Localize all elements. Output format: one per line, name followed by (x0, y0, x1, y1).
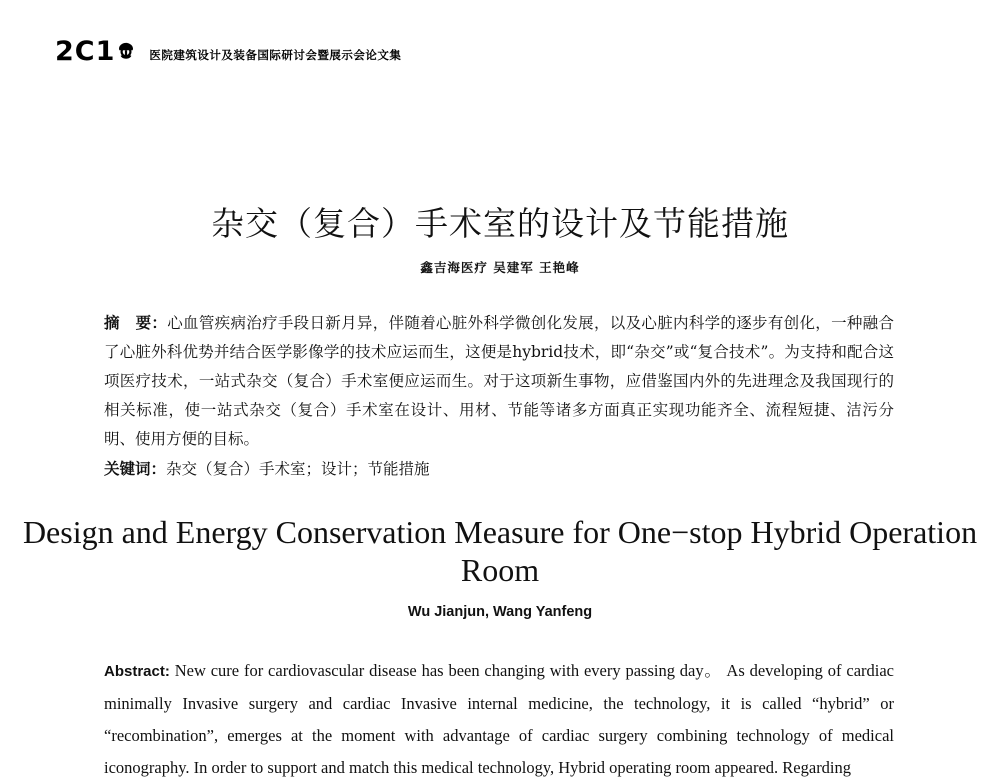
abstract-chinese-label: 摘 要： (104, 314, 168, 332)
paper-title-english: Design and Energy Conservation Measure for One−stop Hybrid Operation Room (22, 514, 978, 588)
conference-year: 2C1 (55, 36, 116, 67)
paper-title-chinese: 杂交（复合）手术室的设计及节能措施 (211, 204, 789, 243)
abstract-english-label: Abstract: (104, 663, 170, 680)
conference-title: 医院建筑设计及装备国际研讨会暨展示会论文集 (149, 48, 402, 62)
authors-chinese: 鑫吉海医疗 吴建军 王艳峰 (420, 260, 580, 275)
keywords-chinese-label: 关键词： (104, 460, 167, 478)
conference-logo-icon (115, 39, 137, 63)
keywords-chinese-text: 杂交（复合）手术室；设计；节能措施 (166, 460, 430, 478)
page-header (55, 38, 401, 65)
conference-year-logo (55, 38, 137, 65)
keywords-chinese (104, 455, 894, 484)
abstract-english (104, 655, 894, 784)
authors-english: Wu Jianjun, Wang Yanfeng (407, 604, 593, 620)
abstract-chinese (104, 309, 894, 454)
abstract-chinese-text: 心血管疾病治疗手段日新月异，伴随着心脏外科学微创化发展，以及心脏内科学的逐步有创化，一种融合了心脏外科优势并结合医学影像学的技术应运而生，这便是hybrid技术，即“杂交”或“复合技术”。为支持和配合这项医疗技术，一站式杂交（复合）手术室便应运而生。对于这项新生事物，应借鉴国内外的先进理念及我国现行的相关标准，使一站式杂交（复合）手术室在设计、用材、节能等诸多方面真正实现功能齐全、流程短捷、洁污分明、使用方便的目标。 (104, 314, 894, 448)
abstract-english-text: New cure for cardiovascular disease has been changing with every passing day。 As developing of cardiac minimally Invasive surgery and cardiac Invasive internal medicine, the technology, it is called “hybrid” or “recombination”, emerges at the moment with advantage of cardiac surgery combining technology of medical iconography. In order to support and match this medical technology, Hybrid operating room appeared. Regarding (104, 661, 894, 777)
